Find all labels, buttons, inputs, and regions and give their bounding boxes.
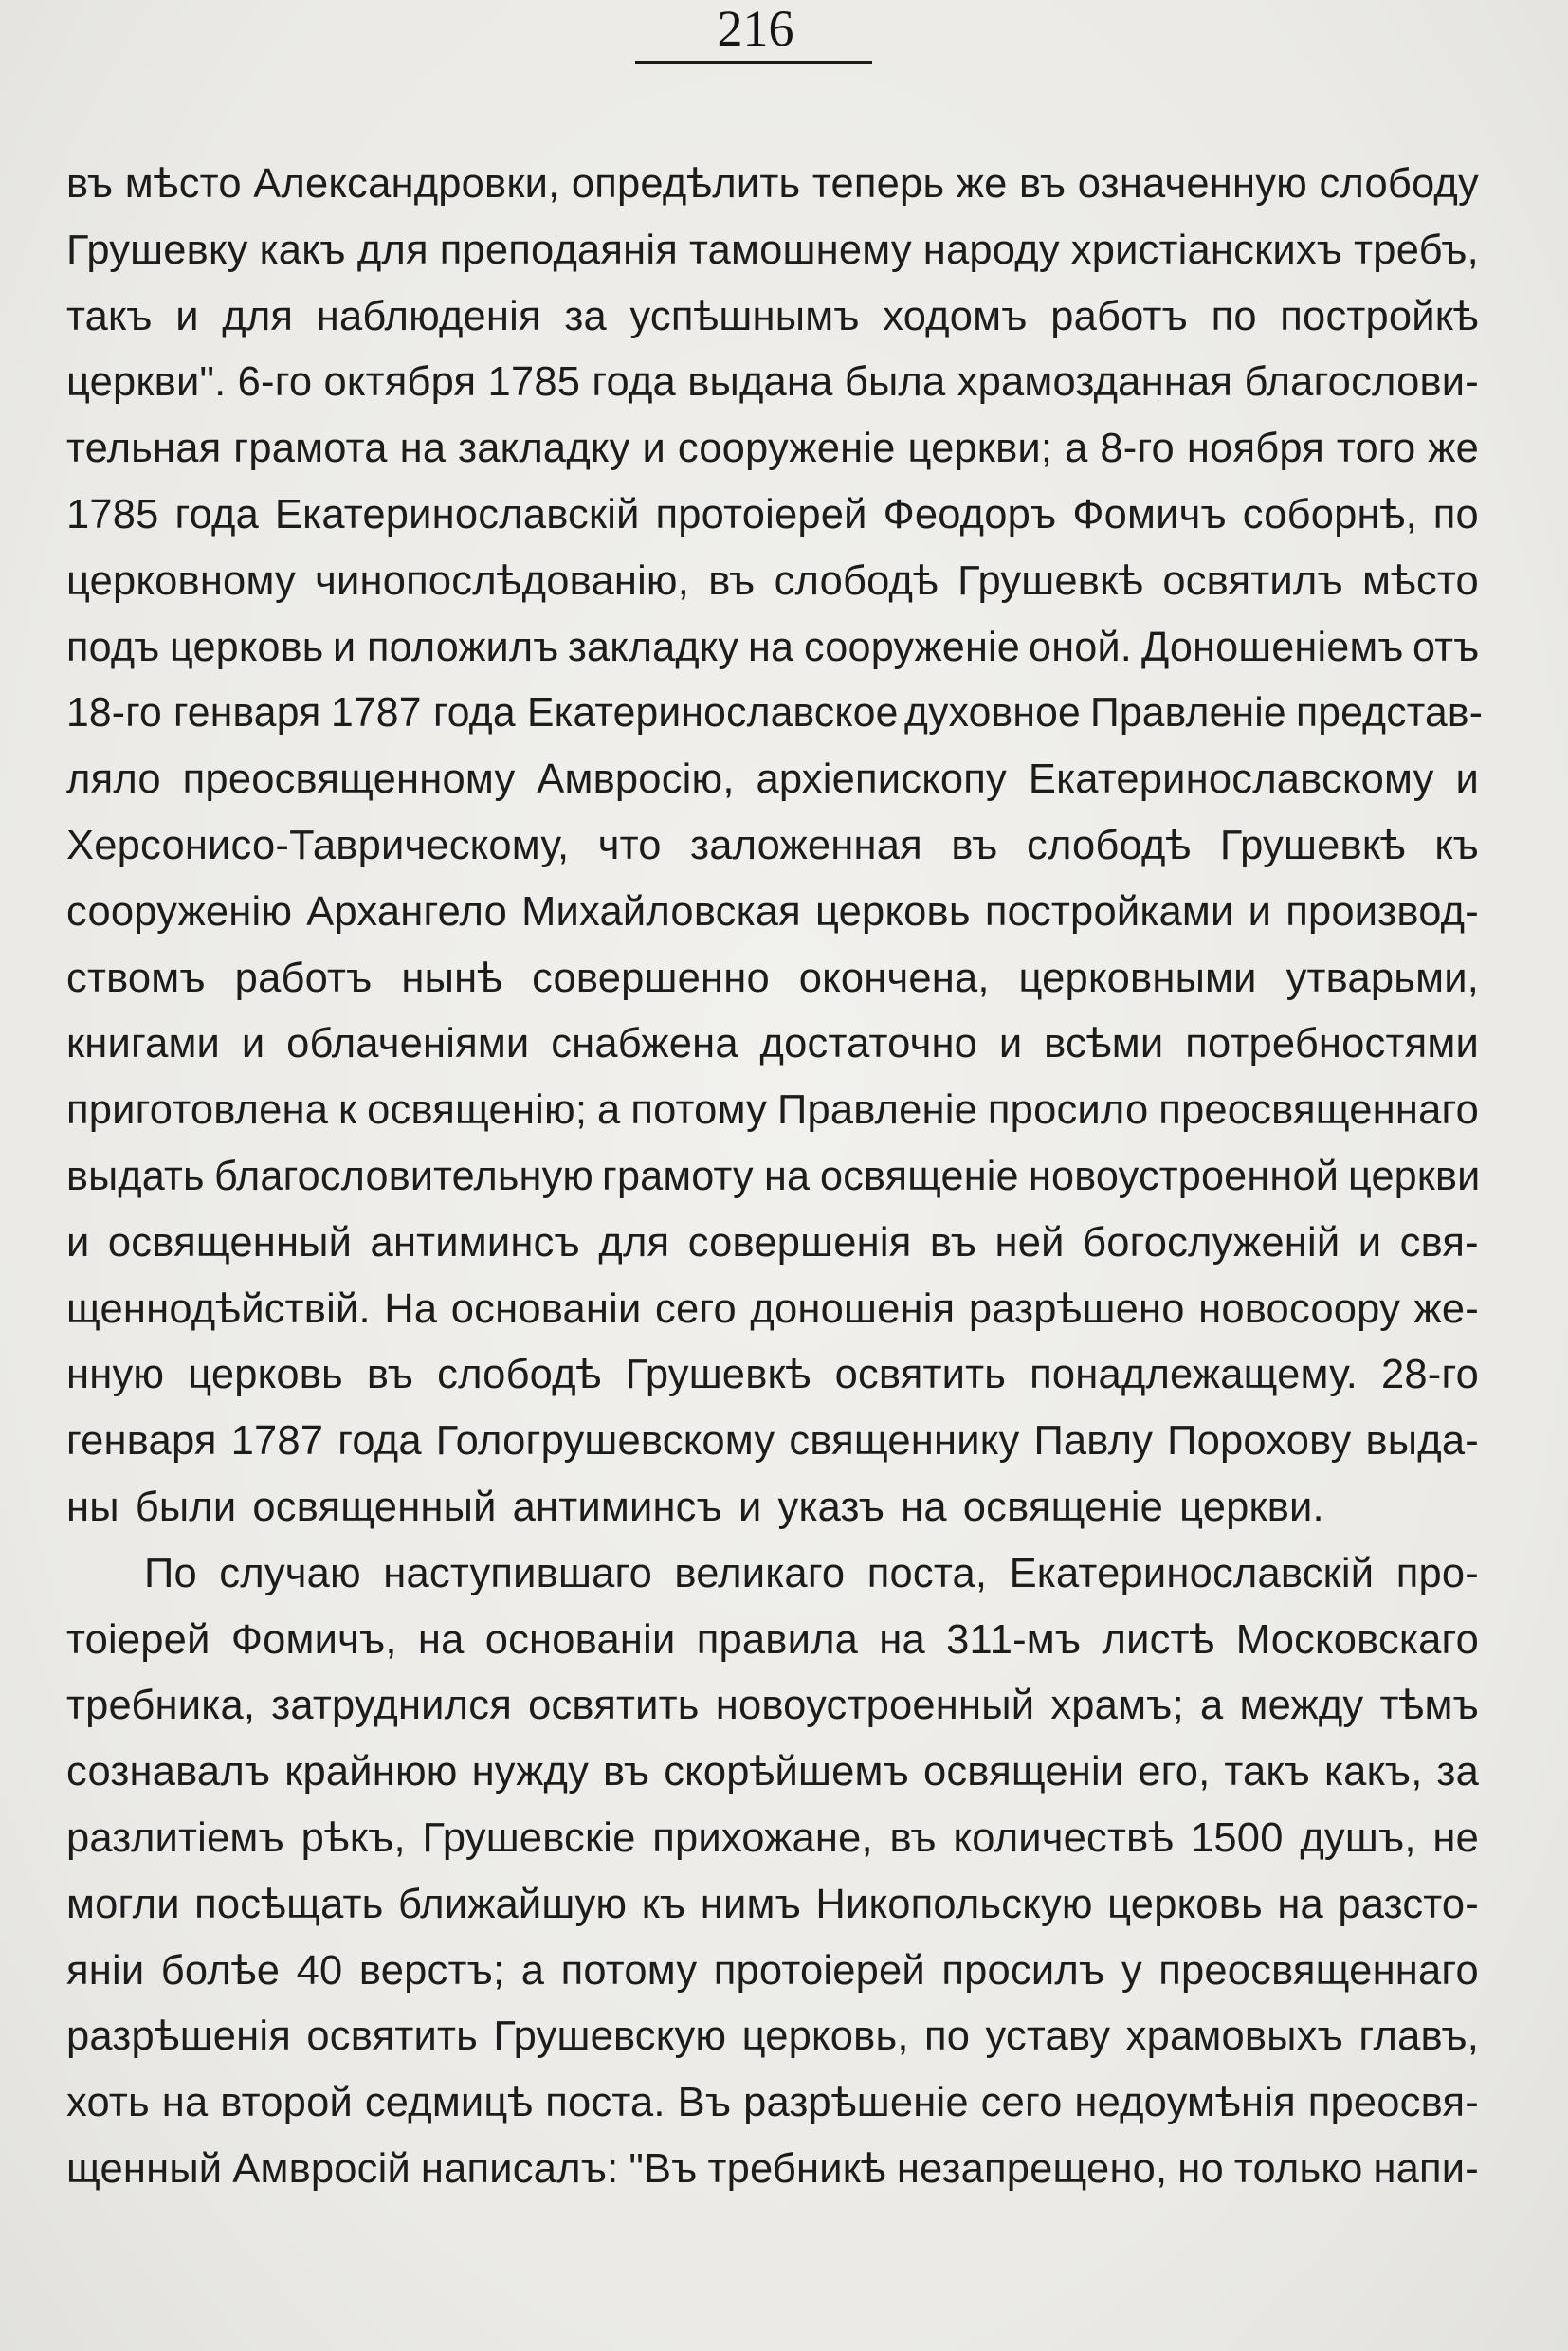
- text-line: книгами и облаченіями снабжена достаточно и всѣми потребностями: [66, 1021, 1479, 1067]
- text-line: разлитіемъ рѣкъ, Грушевскіе прихожане, въ количествѣ 1500 душъ, не: [66, 1814, 1479, 1861]
- body-text: [66, 152, 1483, 2203]
- text-line: требника, затруднился освятить новоустроенный храмъ; а между тѣмъ: [66, 1683, 1479, 1729]
- text-line: генваря 1787 года Гологрушевскому священнику Павлу Порохову выда-: [66, 1418, 1479, 1465]
- text-line: выдать благословительную грамоту на освященіе новоустроенной церкви: [66, 1153, 1480, 1199]
- text-line: щеннодѣйствій. На основаніи сего доношенія разрѣшено новосоору же-: [66, 1285, 1479, 1332]
- text-line: 18-го генваря 1787 года Екатеринославское духовное Правленіе представ-: [66, 690, 1483, 737]
- text-line: яніи болѣе 40 верстъ; а потому протоіерей просилъ у преосвященнаго: [66, 1947, 1479, 1994]
- text-line: въ мѣсто Александровки, опредѣлить теперь же въ означенную слободу: [66, 161, 1479, 207]
- text-line: могли посѣщать ближайшую къ нимъ Никопольскую церковь на разсто-: [66, 1881, 1479, 1927]
- text-line: ляло преосвященному Амвросію, архіепископу Екатеринославскому и: [66, 756, 1479, 803]
- text-line: сознавалъ крайнюю нужду въ скорѣйшемъ освященіи его, такъ какъ, за: [66, 1749, 1479, 1795]
- text-line: церкви". 6-го октября 1785 года выдана была храмозданная благослови-: [66, 359, 1479, 406]
- text-line: щенный Амвросій написалъ: "Въ требникѣ незапрещено, но только напи-: [66, 2145, 1479, 2192]
- text-line: 1785 года Екатеринославскій протоіерей Феодоръ Фомичъ соборнѣ, по: [66, 491, 1479, 538]
- text-line: тельная грамота на закладку и сооруженіе церкви; а 8-го ноября того же: [66, 426, 1479, 472]
- text-line: сооруженію Архангело Михайловская церковь постройками и производ-: [66, 888, 1479, 935]
- text-line: Грушевку какъ для преподаянія тамошнему народу христіанскихъ требъ,: [66, 227, 1479, 273]
- text-line: тоіерей Фомичъ, на основаніи правила на 311-мъ листѣ Московскаго: [66, 1616, 1479, 1663]
- text-line: ны были освященный антиминсъ и указъ на освященіе церкви.: [66, 1484, 1324, 1530]
- text-line: ствомъ работъ нынѣ совершенно окончена, церковными утварьми,: [66, 955, 1479, 1001]
- text-line: подъ церковь и положилъ закладку на сооруженіе оной. Доношеніемъ отъ: [66, 624, 1480, 670]
- text-line: нную церковь въ слободѣ Грушевкѣ освятить понадлежащему. 28-го: [66, 1352, 1479, 1398]
- text-line: разрѣшенія освятить Грушевскую церковь, по уставу храмовыхъ главъ,: [66, 2014, 1479, 2060]
- page-number-underline: [635, 61, 872, 64]
- text-line: и освященный антиминсъ для совершенія въ ней богослуженій и свя-: [66, 1219, 1479, 1266]
- text-line: такъ и для наблюденія за успѣшнымъ ходомъ работъ по постройкѣ: [66, 293, 1479, 339]
- page-number: 216: [717, 0, 794, 57]
- text-line: хоть на второй седмицѣ поста. Въ разрѣшеніе сего недоумѣнія преосвя-: [66, 2080, 1479, 2126]
- text-line: Херсонисо-Таврическому, что заложенная въ слободѣ Грушевкѣ къ: [66, 822, 1479, 868]
- text-line: По случаю наступившаго великаго поста, Екатеринославскій про-: [144, 1550, 1479, 1596]
- text-line: церковному чинопослѣдованію, въ слободѣ Грушевкѣ освятилъ мѣсто: [66, 557, 1479, 604]
- text-line: приготовлена к освященію; а потому Правленіе просило преосвященнаго: [66, 1087, 1479, 1134]
